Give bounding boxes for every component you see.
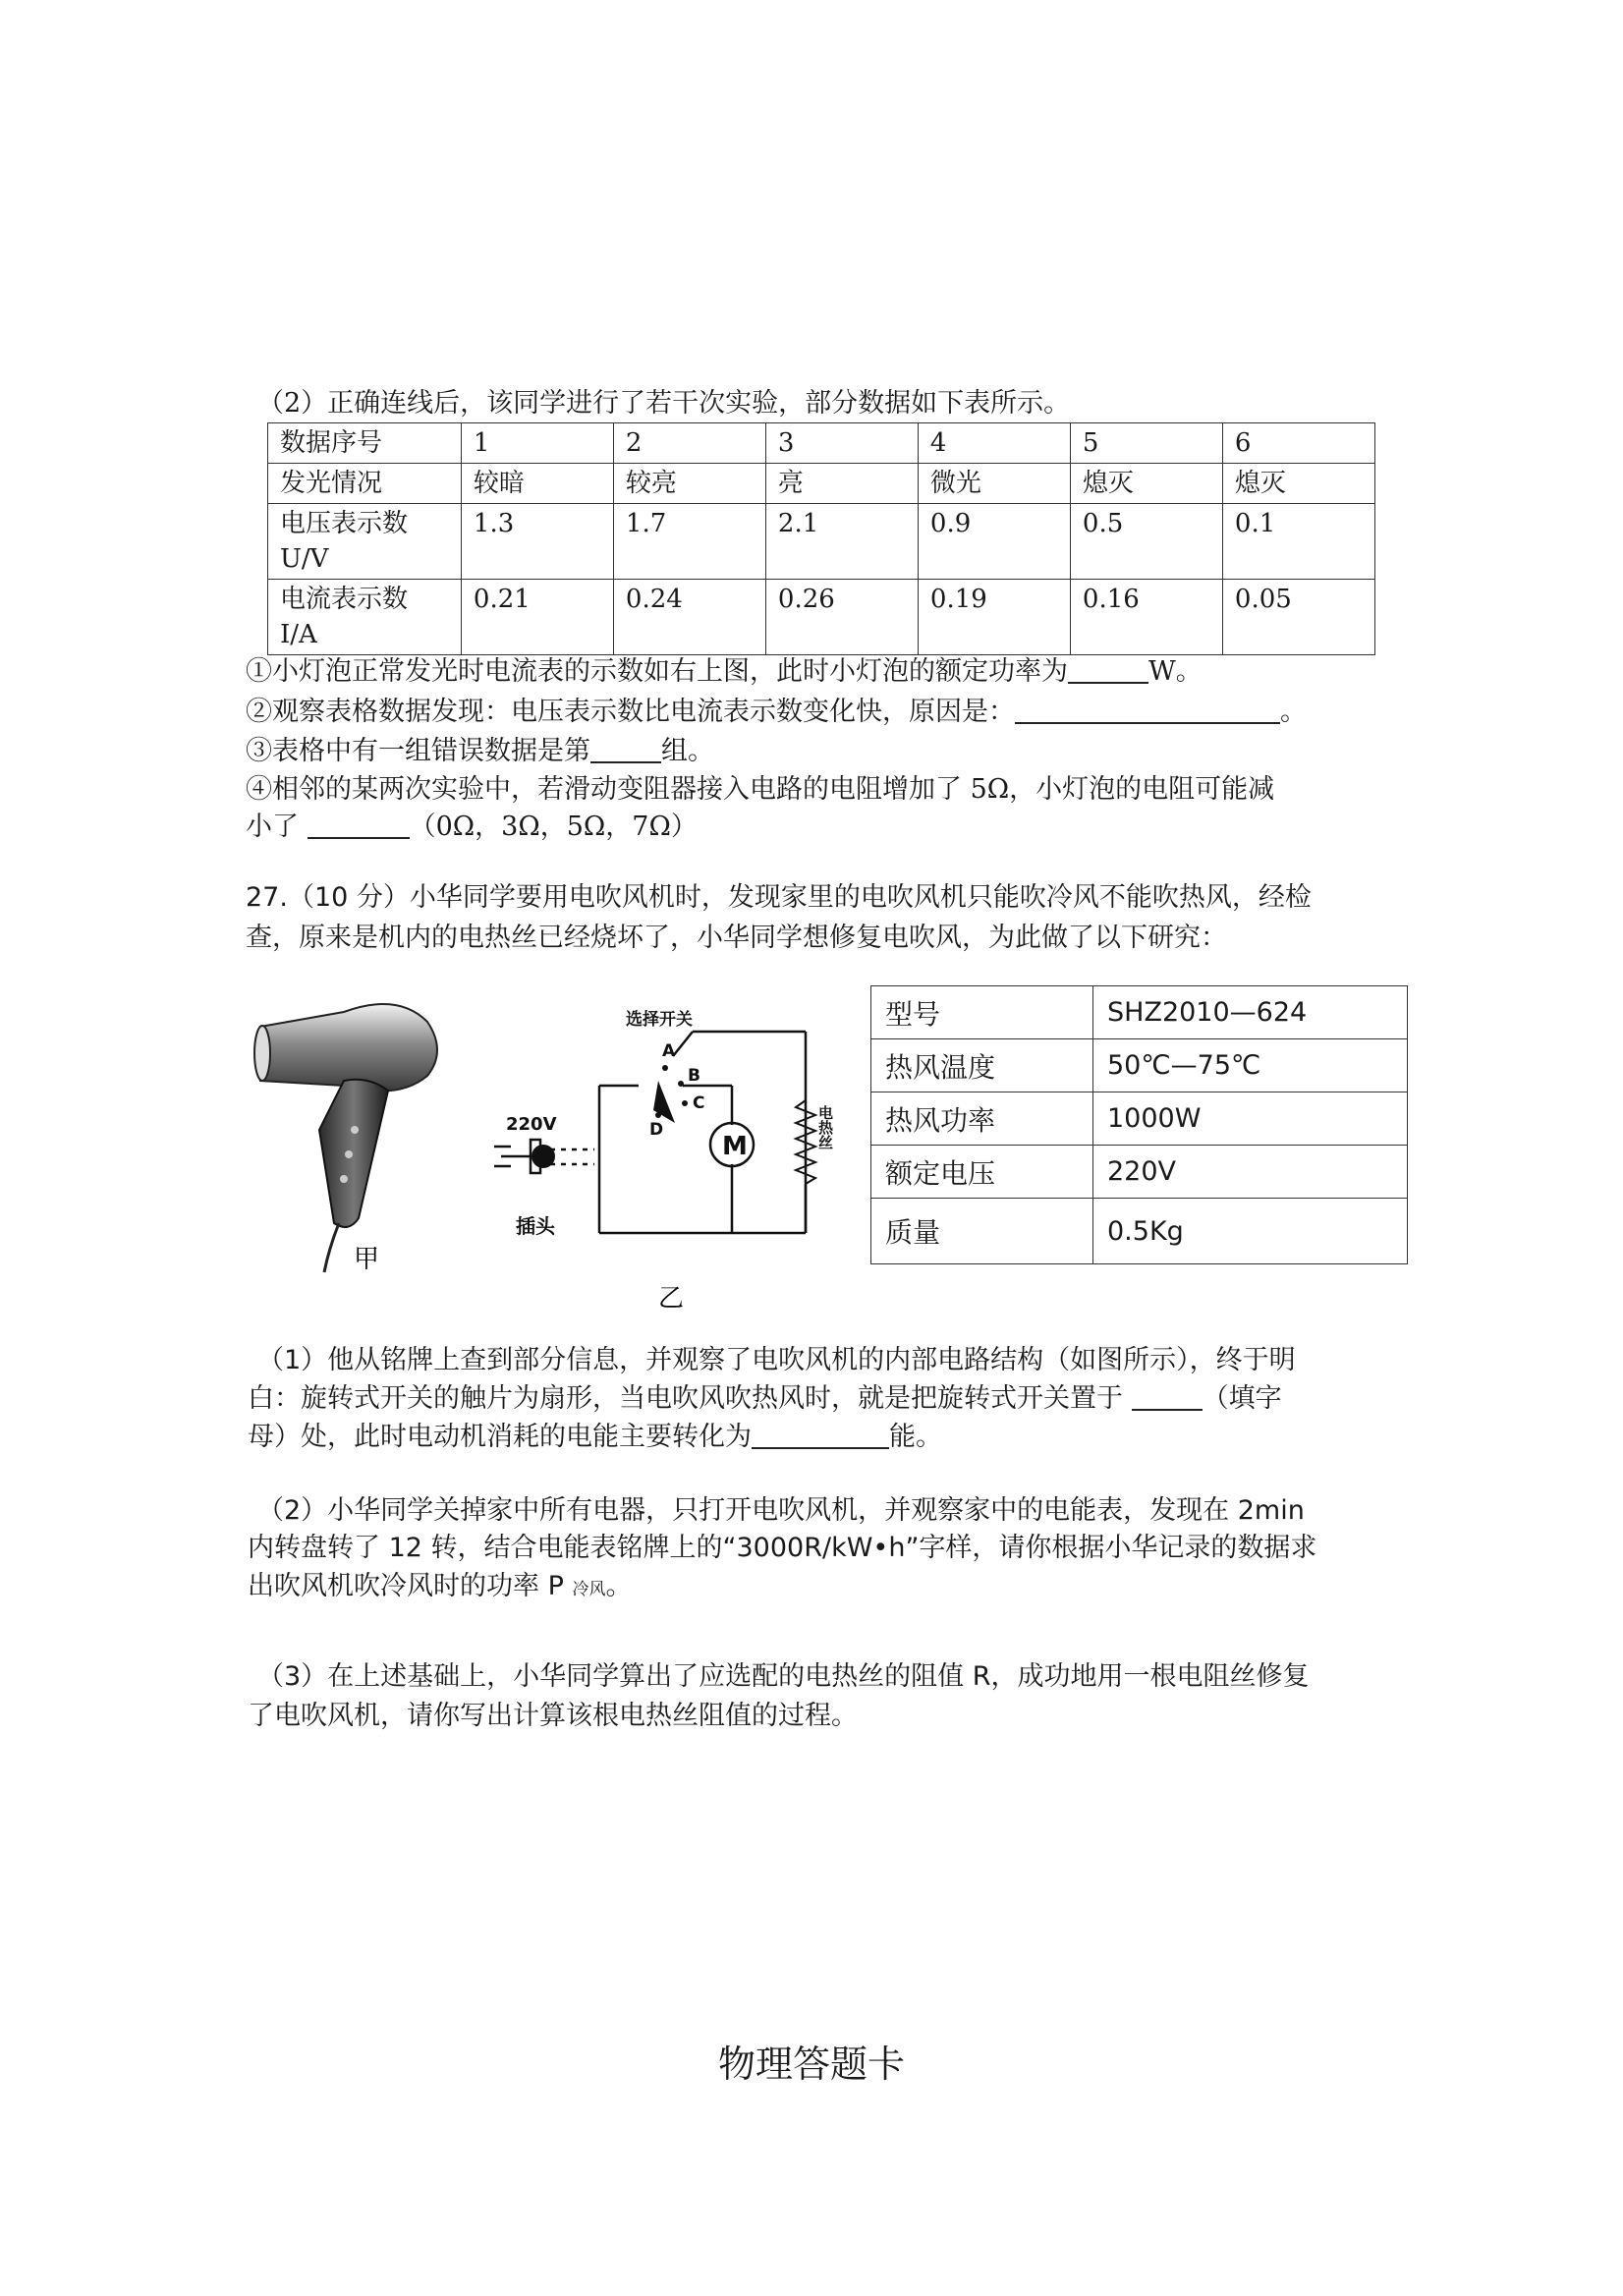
subq1-line2 xyxy=(248,1380,1282,1418)
table-cell: 0.21 xyxy=(461,580,613,655)
spec-value: 0.5Kg xyxy=(1093,1199,1408,1264)
table-cell: 6 xyxy=(1222,423,1374,464)
question-2 xyxy=(246,694,1307,731)
subq3-line2: 了电吹风机，请你写出计算该根电热丝阻值的过程。 xyxy=(248,1701,858,1731)
table-row xyxy=(268,423,1375,464)
question-text: ②观察表格数据发现：电压表示数比电流表示数变化快，原因是： xyxy=(246,697,1015,727)
intro-text: （2）正确连线后，该同学进行了若干次实验，部分数据如下表所示。 xyxy=(257,388,1071,419)
question-3 xyxy=(246,733,714,770)
subq3-line1: （3）在上述基础上，小华同学算出了应选配的电热丝的阻值 R，成功地用一根电阻丝修复 xyxy=(257,1661,1310,1692)
question-text: 能。 xyxy=(889,1422,942,1452)
question-text: ①小灯泡正常发光时电流表的示数如右上图，此时小灯泡的额定功率为 xyxy=(246,656,1068,687)
table-row xyxy=(268,504,1375,580)
answer-blank[interactable] xyxy=(1015,695,1280,724)
question-text: 小了 xyxy=(246,812,308,842)
answer-blank[interactable] xyxy=(308,810,410,839)
table-cell: 0.26 xyxy=(765,580,918,655)
spec-value: 1000W xyxy=(1093,1092,1408,1146)
table-cell: 0.24 xyxy=(613,580,765,655)
question-text: ③表格中有一组错误数据是第 xyxy=(246,736,590,766)
subscript-text: 冷风 xyxy=(572,1580,606,1599)
table-row xyxy=(268,580,1375,655)
table-cell: 0.5 xyxy=(1070,504,1222,580)
contact-c: C xyxy=(693,1093,705,1113)
spec-name: 型号 xyxy=(871,986,1093,1039)
plug-label: 插头 xyxy=(516,1214,555,1238)
table-row xyxy=(871,1092,1408,1146)
answer-blank[interactable] xyxy=(1068,654,1148,684)
switch-label: 选择开关 xyxy=(626,1010,693,1030)
table-cell: 1.3 xyxy=(461,504,613,580)
table-cell: 较暗 xyxy=(461,464,613,504)
table-cell: 亮 xyxy=(765,464,918,504)
spec-name: 质量 xyxy=(871,1199,1093,1264)
table-cell: 4 xyxy=(918,423,1070,464)
table-cell: 熄灭 xyxy=(1222,464,1374,504)
table-cell: 较亮 xyxy=(613,464,765,504)
subq1-line3 xyxy=(248,1419,942,1456)
table-cell: 2.1 xyxy=(765,504,918,580)
heater-label: 电热丝 xyxy=(816,1105,834,1149)
table-row xyxy=(871,986,1408,1039)
table-cell: 0.16 xyxy=(1070,580,1222,655)
table-cell: 2 xyxy=(613,423,765,464)
subq2-line1: （2）小华同学关掉家中所有电器，只打开电吹风机，并观察家中的电能表，发现在 2min xyxy=(257,1495,1305,1526)
table-cell: 1 xyxy=(461,423,613,464)
hair-dryer-illustration xyxy=(251,982,457,1277)
question-text: 组。 xyxy=(661,736,714,766)
row-unit: I/A xyxy=(280,620,317,649)
question-1 xyxy=(246,653,1203,691)
question-4-line1: ④相邻的某两次实验中，若滑动变阻器接入电路的电阻增加了 5Ω，小灯泡的电阻可能减 xyxy=(246,774,1275,805)
table-cell: 0.19 xyxy=(918,580,1070,655)
question-4-line2 xyxy=(246,809,698,846)
question-text: 。 xyxy=(1280,697,1307,727)
question-text: （0Ω，3Ω，5Ω，7Ω） xyxy=(409,812,698,842)
figure-label-yi: 乙 xyxy=(658,1284,685,1314)
contact-b: B xyxy=(688,1066,700,1086)
problem-27-line2: 查，原来是机内的电热丝已经烧坏了，小华同学想修复电吹风，为此做了以下研究： xyxy=(246,923,1227,953)
question-text: W。 xyxy=(1148,656,1203,687)
question-text: 。 xyxy=(605,1571,633,1601)
figure-label-jia: 甲 xyxy=(354,1245,380,1274)
spec-value: 220V xyxy=(1093,1146,1408,1199)
problem-27-line1: 27.（10 分）小华同学要用电吹风机时，发现家里的电吹风机只能吹冷风不能吹热风，经检 xyxy=(246,882,1312,913)
question-text: 白：旋转式开关的触片为扇形，当电吹风吹热风时，就是把旋转式开关置于 xyxy=(248,1383,1132,1414)
question-text: （填字 xyxy=(1202,1383,1282,1414)
experiment-data-table xyxy=(267,422,1375,655)
row-label: 电压表示数 xyxy=(280,509,409,538)
circuit-diagram xyxy=(457,1007,840,1321)
table-cell xyxy=(268,504,462,580)
subq2-line2: 内转盘转了 12 转，结合电能表铭牌上的“3000R/kW•h”字样，请你根据小华记录的数据求 xyxy=(248,1533,1317,1563)
table-cell: 0.9 xyxy=(918,504,1070,580)
answer-blank[interactable] xyxy=(1132,1381,1203,1411)
contact-d: D xyxy=(649,1120,664,1140)
question-text: 出吹风机吹冷风时的功率 P xyxy=(248,1571,573,1601)
answer-blank[interactable] xyxy=(752,1420,889,1449)
table-cell: 数据序号 xyxy=(268,423,462,464)
motor-label: M xyxy=(722,1132,748,1161)
table-cell: 1.7 xyxy=(613,504,765,580)
row-unit: U/V xyxy=(280,544,329,574)
table-cell: 5 xyxy=(1070,423,1222,464)
row-label: 电流表示数 xyxy=(280,585,409,614)
table-cell: 0.05 xyxy=(1222,580,1374,655)
table-row xyxy=(871,1146,1408,1199)
question-text: 母）处，此时电动机消耗的电能主要转化为 xyxy=(248,1422,752,1452)
spec-name: 热风功率 xyxy=(871,1092,1093,1146)
spec-name: 热风温度 xyxy=(871,1039,1093,1092)
voltage-label: 220V xyxy=(506,1114,557,1135)
table-cell: 3 xyxy=(765,423,918,464)
table-row xyxy=(268,464,1375,504)
subq1-line1: （1）他从铭牌上查到部分信息，并观察了电吹风机的内部电路结构（如图所示），终于明 xyxy=(257,1345,1296,1375)
table-cell xyxy=(268,580,462,655)
table-row xyxy=(871,1199,1408,1264)
spec-value: 50℃—75℃ xyxy=(1093,1039,1408,1092)
table-cell: 熄灭 xyxy=(1070,464,1222,504)
nameplate-table xyxy=(870,985,1408,1264)
spec-name: 额定电压 xyxy=(871,1146,1093,1199)
table-cell: 微光 xyxy=(918,464,1070,504)
table-row xyxy=(871,1039,1408,1092)
table-cell: 发光情况 xyxy=(268,464,462,504)
contact-a: A xyxy=(662,1041,676,1061)
subq2-line3 xyxy=(248,1568,632,1608)
answer-card-title: 物理答题卡 xyxy=(717,2043,905,2086)
table-cell: 0.1 xyxy=(1222,504,1374,580)
spec-value: SHZ2010—624 xyxy=(1093,986,1408,1039)
answer-blank[interactable] xyxy=(590,734,661,763)
